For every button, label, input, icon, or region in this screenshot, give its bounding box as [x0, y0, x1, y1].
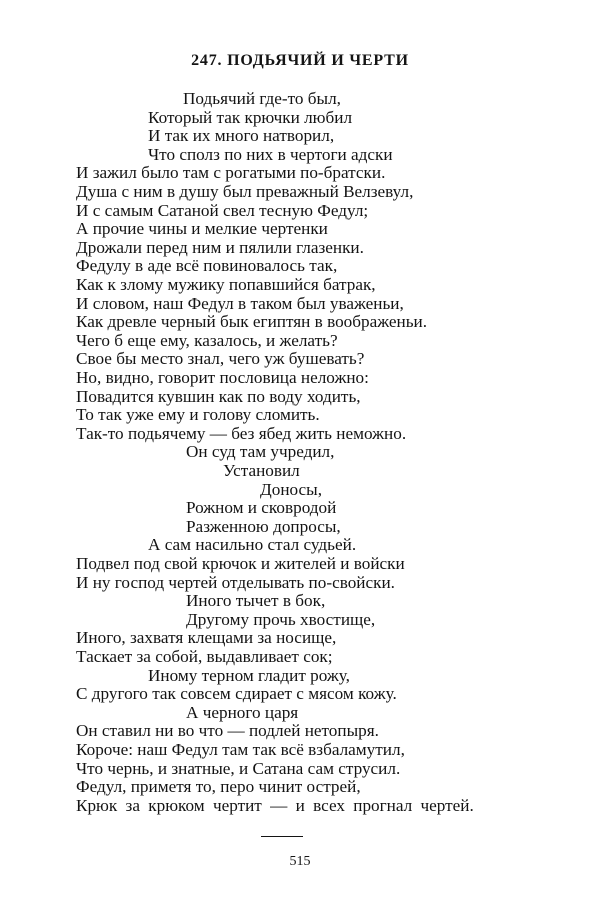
poem-line: Дрожали перед ним и пялили глазенки.: [76, 237, 364, 257]
poem-line: Чего б еще ему, казалось, и желать?: [76, 330, 338, 350]
poem-line: То так уже ему и голову сломить.: [76, 405, 320, 425]
poem-line: Он ставил ни во что — подлей нетопыря.: [76, 721, 379, 741]
poem-line: Душа с ним в душу был преважный Велзевул,: [76, 182, 414, 201]
poem-line: Так-то подьячему — без ябед жить неможно.: [76, 423, 407, 443]
poem-line: Федулу в аде всё повиновалось так,: [76, 256, 338, 276]
poem-line: Что чернь, и знатные, и Сатана сам струсил.: [76, 758, 401, 778]
poem-line: Повадится кувшин как по воду ходить,: [76, 386, 361, 406]
poem-line: Что сполз по них в чертоги адски: [148, 144, 393, 164]
poem-line: Как к злому мужику попавшийся батрак,: [76, 275, 376, 294]
poem-line: Рожном и сковродой: [186, 498, 337, 518]
poem-line: Таскает за собой, выдавливает сок;: [76, 647, 333, 666]
poem-line: И ну господ чертей отделывать по-свойски.: [76, 572, 395, 592]
poem-line: С другого так совсем сдирает с мясом кожу.: [76, 684, 397, 704]
page-number: 515: [289, 854, 311, 869]
poem-line: Крюк за крюком чертит — и всех прогнал чертей.: [76, 795, 474, 815]
poem-line: Установил: [223, 461, 300, 480]
poem-line: А прочие чины и мелкие чертенки: [76, 219, 328, 239]
poem-line: Но, видно, говорит пословица неложно:: [76, 368, 369, 387]
poem-line: Разженною допросы,: [186, 516, 341, 536]
poem-line: Он суд там учредил,: [186, 442, 335, 462]
poem-line: Доносы,: [260, 479, 323, 499]
poem-line: А сам насильно стал судьей.: [148, 535, 357, 555]
poem-line: Другому прочь хвостище,: [186, 609, 376, 629]
poem-line: Иному терном гладит рожу,: [148, 665, 350, 685]
poem-line: Как древле черный бык египтян в воображеньи.: [76, 312, 428, 332]
poem-line: Подьячий где-то был,: [183, 89, 341, 108]
poem-line: Свое бы место знал, чего уж бушевать?: [76, 349, 365, 369]
poem-line: Короче: наш Федул там так всё взбаламутил,: [76, 740, 405, 759]
poem-line: И словом, наш Федул в таком был уваженьи,: [76, 293, 404, 313]
poem-line: И с самым Сатаной свел тесную Федул;: [76, 200, 369, 220]
poem-title: 247. ПОДЬЯЧИЙ И ЧЕРТИ: [191, 52, 409, 69]
poem-line: А черного царя: [186, 702, 299, 722]
section-divider: [261, 836, 303, 837]
poem-line: И так их много натворил,: [148, 126, 335, 146]
poem-line: Иного тычет в бок,: [186, 591, 326, 611]
poem-line: Иного, захватя клещами за носище,: [76, 628, 337, 648]
poem-line: Федул, приметя то, перо чинит острей,: [76, 777, 361, 797]
poem-line: И зажил было там с рогатыми по-братски.: [76, 163, 386, 183]
poem-line: Подвел под свой крючок и жителей и войски: [76, 554, 405, 573]
poem-line: Который так крючки любил: [148, 107, 353, 127]
